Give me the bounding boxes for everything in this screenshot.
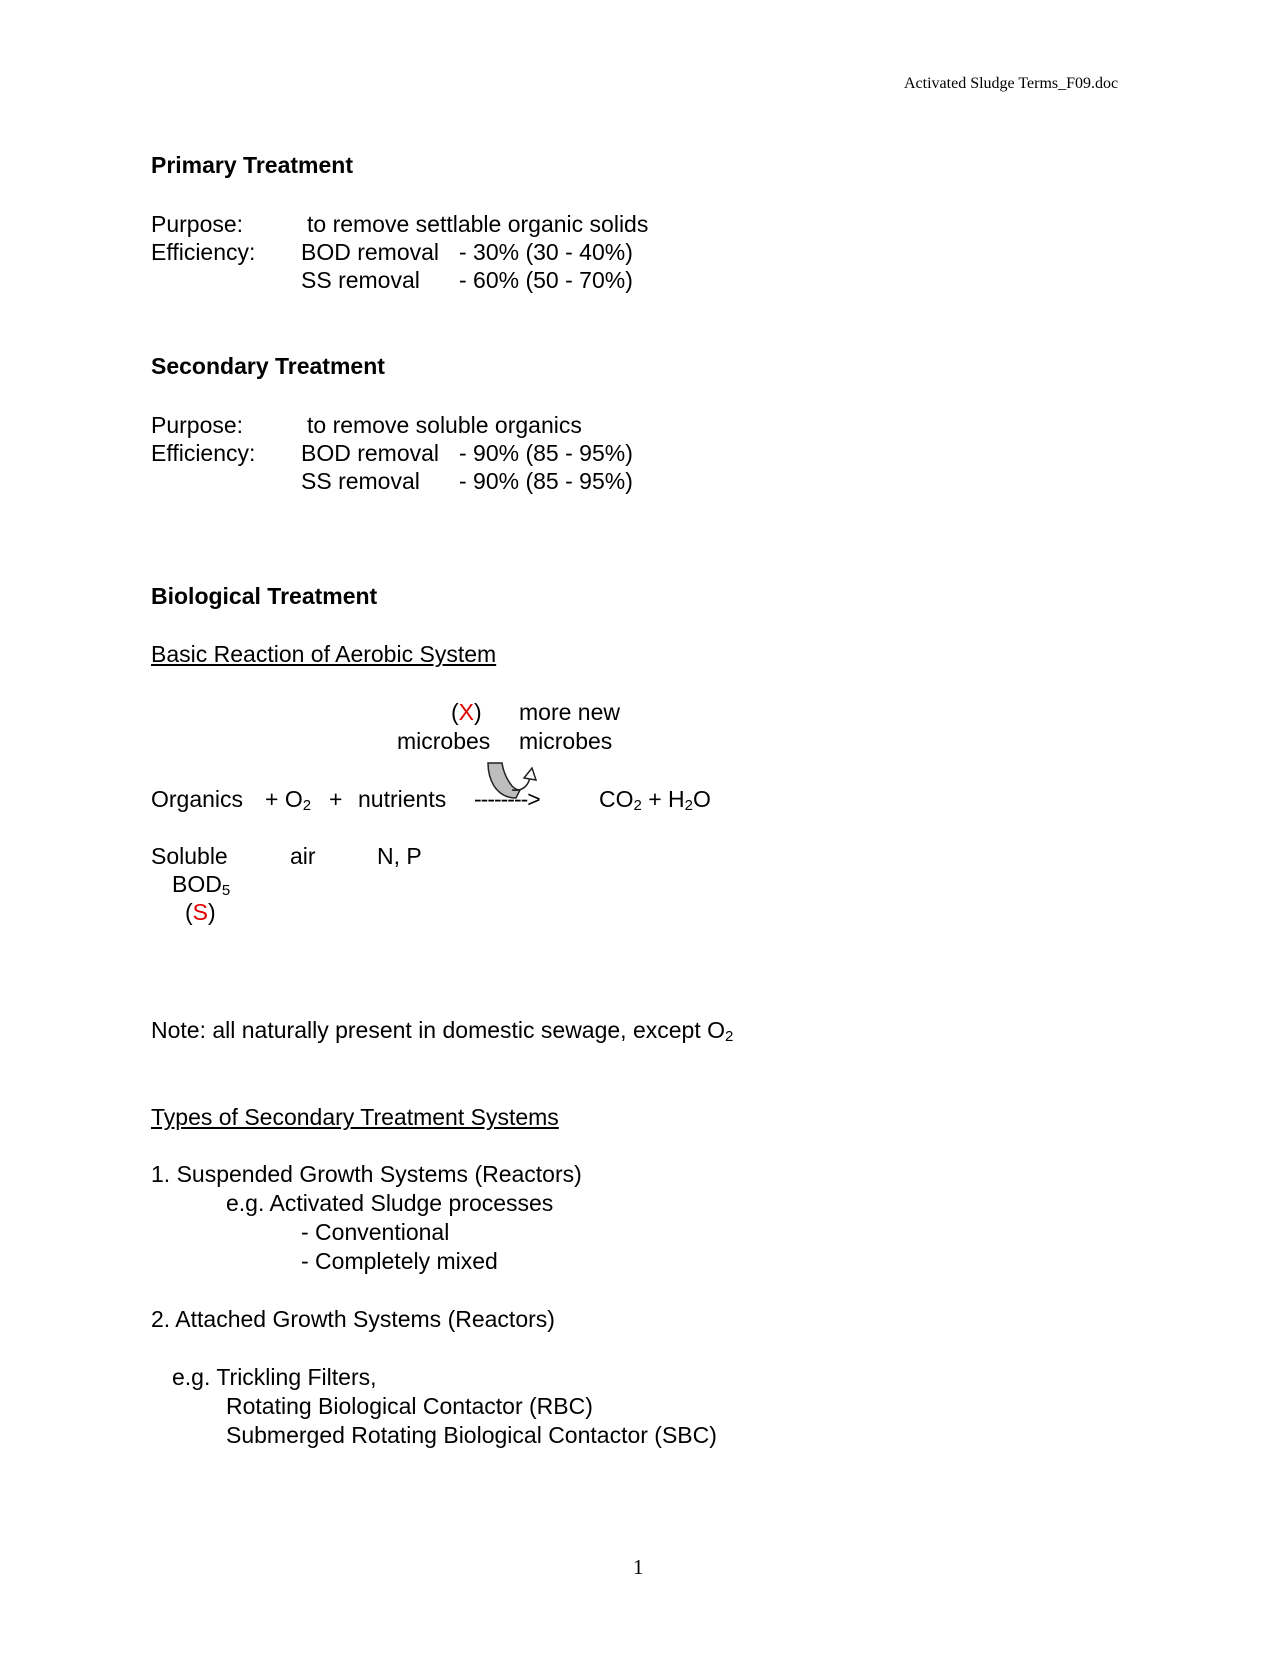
types-item-2-example: e.g. Trickling Filters, <box>172 1364 377 1390</box>
secondary-bod-label: BOD removal <box>301 440 440 466</box>
primary-purpose-label: Purpose: <box>151 211 244 237</box>
primary-bod-label: BOD removal <box>301 239 440 265</box>
secondary-ss-value: - 90% (85 - 95%) <box>459 468 633 494</box>
header-filename: Activated Sludge Terms_F09.doc <box>904 75 1119 92</box>
reaction-arrow: --------> <box>474 786 540 812</box>
x-label: (X) <box>451 699 482 725</box>
primary-purpose-text: to remove settlable organic solids <box>307 211 649 237</box>
s-label: (S) <box>185 899 216 925</box>
plus-sign: + <box>329 786 343 812</box>
primary-ss-label: SS removal <box>301 267 420 293</box>
o2-term: + $O_2$ <box>265 786 312 814</box>
primary-bod-value: - 30% (30 - 40%) <box>459 239 633 265</box>
s-symbol: S <box>192 899 209 925</box>
types-item-2: 2. Attached Growth Systems (Reactors) <box>151 1306 555 1332</box>
microbes-right-label: microbes <box>519 728 613 754</box>
products-term: $CO_2 + H_2O$ <box>599 786 711 814</box>
types-item-2-rbc: Rotating Biological Contactor (RBC) <box>226 1393 593 1419</box>
page-number: 1 <box>633 1555 644 1579</box>
primary-efficiency-label: Efficiency: <box>151 239 256 265</box>
types-subheading: Types of Secondary Treatment Systems <box>151 1104 559 1130</box>
types-item-1-completely-mixed: - Completely mixed <box>301 1248 498 1274</box>
np-label: N, P <box>377 843 422 869</box>
secondary-purpose-text: to remove soluble organics <box>307 412 582 438</box>
basic-reaction-subheading: Basic Reaction of Aerobic System <box>151 641 497 667</box>
types-item-2-sbc: Submerged Rotating Biological Contactor (SBC) <box>226 1422 717 1448</box>
biological-heading: Biological Treatment <box>151 583 378 609</box>
organics-label: Organics <box>151 786 244 812</box>
secondary-ss-label: SS removal <box>301 468 420 494</box>
air-label: air <box>290 843 316 869</box>
more-new-label: more new <box>519 699 620 725</box>
nutrients-label: nutrients <box>358 786 447 812</box>
primary-ss-value: - 60% (50 - 70%) <box>459 267 633 293</box>
secondary-heading: Secondary Treatment <box>151 353 385 379</box>
primary-heading: Primary Treatment <box>151 152 353 178</box>
types-item-1-example: e.g. Activated Sludge processes <box>226 1190 554 1216</box>
types-item-1: 1. Suspended Growth Systems (Reactors) <box>151 1161 582 1187</box>
soluble-label: Soluble <box>151 843 228 869</box>
secondary-efficiency-label: Efficiency: <box>151 440 256 466</box>
bod5-label: $BOD_5$ <box>172 871 231 899</box>
note-line: Note: all naturally present in domestic sewage, except $O_2$ <box>151 1017 734 1045</box>
microbes-left-label: microbes <box>397 728 491 754</box>
secondary-bod-value: - 90% (85 - 95%) <box>459 440 633 466</box>
x-symbol: X <box>458 699 475 725</box>
secondary-purpose-label: Purpose: <box>151 412 244 438</box>
types-item-1-conventional: - Conventional <box>301 1219 450 1245</box>
